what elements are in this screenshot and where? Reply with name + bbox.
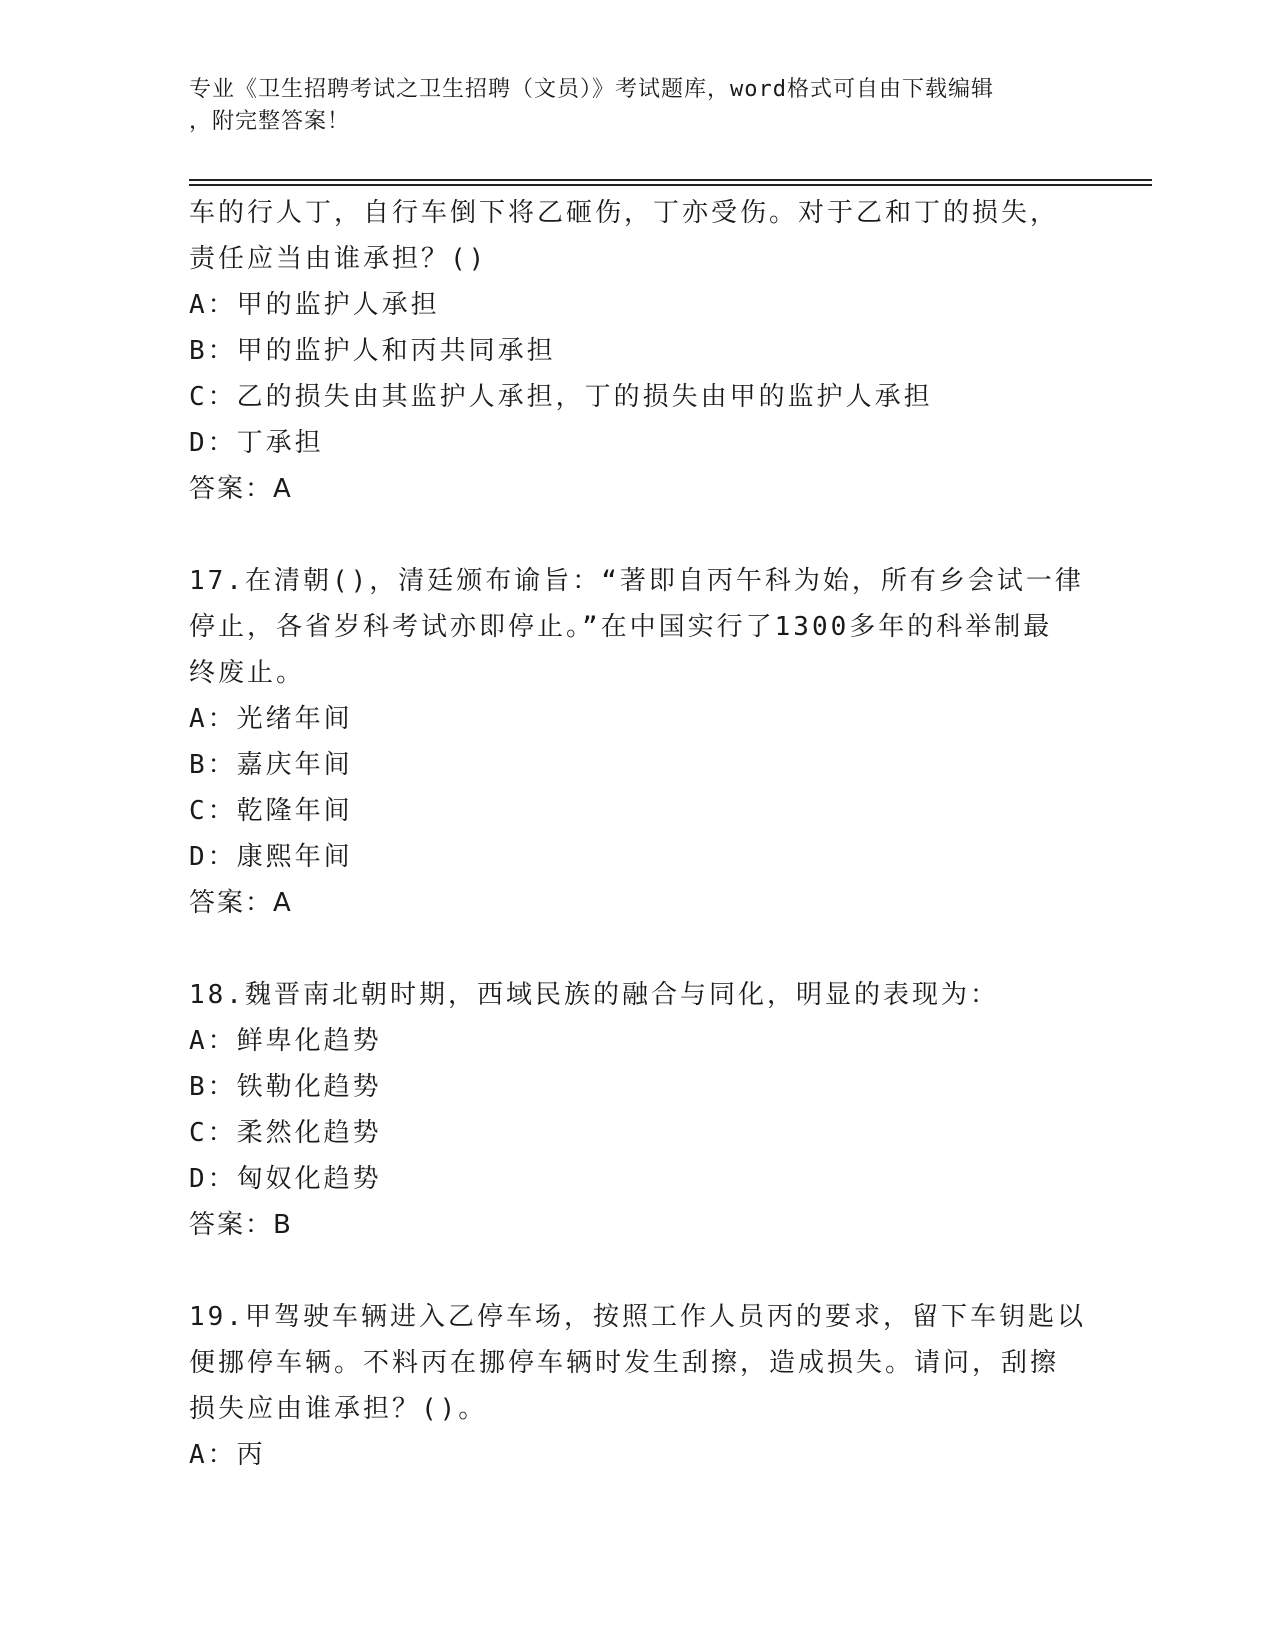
question-list <box>189 190 1089 1478</box>
question-stem-line: 车的行人丁，自行车倒下将乙砸伤，丁亦受伤。对于乙和丁的损失， <box>189 198 1060 228</box>
option-b: B：铁勒化趋势 <box>189 1072 382 1102</box>
option-c: C：乙的损失由其监护人承担，丁的损失由甲的监护人承担 <box>189 382 933 412</box>
spacer <box>189 512 1089 558</box>
answer-line: 答案：A <box>189 888 293 918</box>
question-stem-line: 损失应由谁承担？()。 <box>189 1394 488 1424</box>
question-stem-line: 停止，各省岁科考试亦即停止。”在中国实行了1300多年的科举制最 <box>189 612 1053 642</box>
question-18 <box>189 972 1089 1248</box>
question-stem-line: 17.在清朝()，清廷颁布谕旨：“著即自丙午科为始，所有乡会试一律 <box>189 566 1084 596</box>
option-d: D：丁承担 <box>189 428 324 458</box>
question-stem-line: 责任应当由谁承担？() <box>189 244 488 274</box>
option-d: D：康熙年间 <box>189 842 353 872</box>
question-stem-line: 19.甲驾驶车辆进入乙停车场，按照工作人员丙的要求，留下车钥匙以 <box>189 1302 1086 1332</box>
option-a: A：甲的监护人承担 <box>189 290 440 320</box>
document-header <box>189 74 1069 138</box>
option-a: A：鲜卑化趋势 <box>189 1026 382 1056</box>
answer-line: 答案：A <box>189 474 293 504</box>
header-line-2: ，附完整答案！ <box>189 109 351 134</box>
option-b: B：甲的监护人和丙共同承担 <box>189 336 556 366</box>
question-stem-line: 终废止。 <box>189 658 306 688</box>
question-19 <box>189 1294 1089 1478</box>
option-c: C：乾隆年间 <box>189 796 353 826</box>
header-divider-bottom <box>189 184 1152 186</box>
option-a: A：丙 <box>189 1440 266 1470</box>
option-a: A：光绪年间 <box>189 704 353 734</box>
question-stem-line: 18.魏晋南北朝时期，西域民族的融合与同化，明显的表现为： <box>189 980 999 1010</box>
option-d: D：匈奴化趋势 <box>189 1164 382 1194</box>
spacer <box>189 1248 1089 1294</box>
question-17 <box>189 558 1089 926</box>
question-stem-line: 便挪停车辆。不料丙在挪停车辆时发生刮擦，造成损失。请问，刮擦 <box>189 1348 1060 1378</box>
header-line-1: 专业《卫生招聘考试之卫生招聘（文员）》考试题库，word格式可自由下载编辑 <box>189 77 994 102</box>
answer-line: 答案：B <box>189 1210 293 1240</box>
option-b: B：嘉庆年间 <box>189 750 353 780</box>
question-16 <box>189 190 1089 512</box>
header-divider-top <box>189 179 1152 181</box>
spacer <box>189 926 1089 972</box>
option-c: C：柔然化趋势 <box>189 1118 382 1148</box>
